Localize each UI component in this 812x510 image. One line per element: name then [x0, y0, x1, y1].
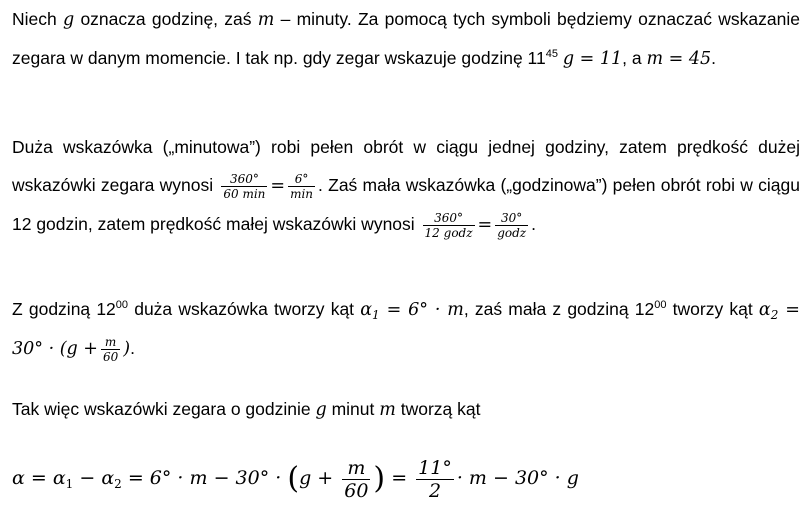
- math-expression: · m − 30° · g: [456, 467, 579, 489]
- math-var-g: g: [315, 400, 327, 420]
- math-expression: g +: [299, 467, 334, 489]
- fraction-11-per-2: $\frac{11^\circ}{2}$: [418, 456, 452, 502]
- fraction-numerator: 6°: [294, 171, 309, 186]
- subscript: 1: [65, 477, 74, 491]
- fraction-m-per-60: $\frac{m}{60}$: [102, 335, 119, 364]
- text: , zaś mała z godziną 12: [463, 299, 655, 319]
- fraction-360-per-60min: [221, 172, 267, 201]
- fraction-denominator: min: [290, 186, 314, 201]
- fraction-30-per-godz: [495, 211, 528, 240]
- fraction-numerator: 360°: [434, 210, 463, 225]
- right-paren: ): [373, 461, 386, 496]
- text: tworzą kąt: [400, 399, 481, 419]
- math-expression: = 6° · m − 30° ·: [127, 467, 282, 489]
- fraction-denominator: 60 min: [223, 186, 266, 201]
- equation-final-angle: [12, 452, 579, 504]
- math-alpha-1: $\alpha_1 = 6^\circ \cdot m$: [360, 300, 464, 322]
- text: tworzy kąt: [672, 299, 753, 319]
- text: .: [531, 214, 537, 234]
- paragraph-hand-angles: [12, 290, 800, 368]
- text: minut: [331, 399, 375, 419]
- fraction-360-per-12godz: [423, 211, 475, 240]
- math-var-g: g: [63, 10, 75, 30]
- paragraph-conclusion: [12, 390, 480, 429]
- text: Duża wskazówka („minutowa”) robi pełen obrót w ciągu jednej godziny, zatem prędkość dużej wskazówki zegara wynosi: [12, 137, 800, 195]
- math-equals: =: [391, 467, 408, 489]
- math-equation-g: g = 11: [562, 49, 623, 69]
- superscript-00: 00: [654, 299, 667, 311]
- fraction-6-per-min: [288, 172, 315, 201]
- subscript: 2: [114, 477, 122, 491]
- math-minus-alpha: − α: [79, 467, 115, 489]
- paragraph-hand-speeds: [12, 128, 800, 244]
- text: .: [130, 338, 135, 358]
- text: .: [711, 48, 716, 68]
- text: , a: [622, 48, 642, 68]
- text: oznacza godzinę, zaś: [80, 9, 252, 29]
- text: Tak więc wskazówki zegara o godzinie: [12, 399, 311, 419]
- left-paren: (: [287, 461, 300, 496]
- math-equation-m: m = 45: [646, 49, 712, 69]
- fraction-numerator: 30°: [501, 210, 523, 225]
- fraction-numerator: 360°: [229, 171, 259, 186]
- math-alpha: α = α: [12, 467, 66, 489]
- math-equals: =: [270, 176, 286, 196]
- fraction-m-per-60: $\frac{m}{60}$: [344, 456, 369, 502]
- text: – minuty. Za pomocą tych symboli będziemy oznaczać wskazanie zegara w danym momencie. I tak np. gdy zegar wskazuje godzinę 11: [12, 9, 800, 68]
- fraction-denominator: 12 godz: [424, 225, 473, 240]
- math-alpha-2: $\alpha_2 = 30^\circ \cdot (g$ + $\frac{m}{60}$ ): [12, 300, 800, 364]
- math-equals: =: [477, 215, 493, 235]
- text: . Zaś mała wskazówka („godzinowa”) pełen obrót robi w ciągu 12 godzin, zatem prędkość małej wskazówki wynosi: [12, 175, 800, 234]
- math-var-m: m: [379, 400, 396, 420]
- math-var-m: m: [257, 10, 275, 30]
- text: Niech: [12, 9, 57, 29]
- superscript-minutes: 45: [545, 48, 558, 60]
- text: Z godziną 12: [12, 299, 116, 319]
- fraction-denominator: godz: [497, 225, 527, 240]
- paragraph-notation: [12, 0, 800, 78]
- text: duża wskazówka tworzy kąt: [134, 299, 355, 319]
- superscript-00: 00: [115, 299, 129, 311]
